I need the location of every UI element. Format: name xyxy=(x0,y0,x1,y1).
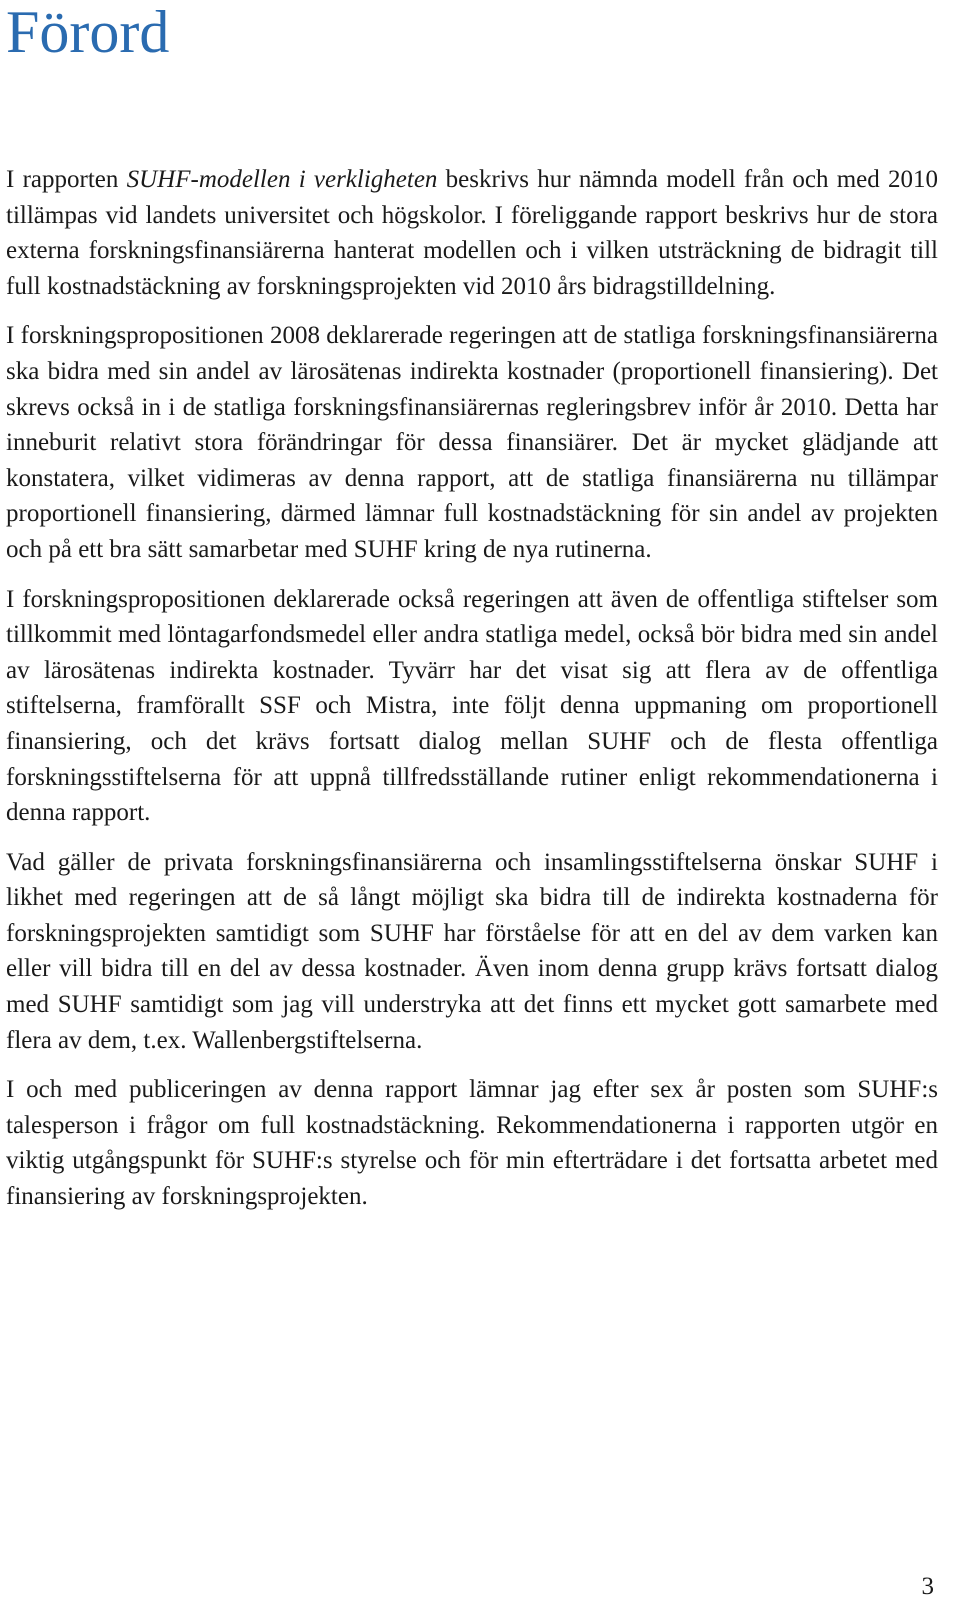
body-text xyxy=(6,162,938,1229)
paragraph xyxy=(6,162,938,304)
paragraph-lead: I rapporten xyxy=(6,166,127,193)
paragraph: I och med publiceringen av denna rapport lämnar jag efter sex år posten som SUHF:s talesperson i frågor om full kostnadstäckning. Rekommendationerna i rapporten utgör en viktig utgångspunkt för SUHF:s styrelse och för min efterträdare i det fortsatta arbetet med finansiering av forskningsprojekten. xyxy=(6,1076,938,1211)
report-title: SUHF-modellen i verkligheten xyxy=(126,166,438,193)
page-heading: Förord xyxy=(6,0,170,65)
paragraph: Vad gäller de privata forskningsfinansiärerna och insamlingsstiftelserna önskar SUHF i likhet med regeringen att de så långt möjligt ska bidra till de indirekta kostnaderna för forskningsprojekten samtidigt som SUHF har förståelse för att en del av dem varken kan eller vill bidra till en del av dessa kostnader. Även inom denna grupp krävs fortsatt dialog med SUHF samtidigt som jag vill understryka att det finns ett mycket gott samarbete med flera av dem, t.ex. Wallenbergstiftelserna. xyxy=(6,848,938,1054)
paragraph: I forskningspropositionen deklarerade också regeringen att även de offentliga stiftelser som tillkommit med löntagarfondsmedel eller andra statliga medel, också bör bidra med sin andel av lärosätenas indirekta kostnader. Tyvärr har det visat sig att flera av de offentliga stiftelserna, framförallt SSF och Mistra, inte följt denna uppmaning om proportionell finansiering, och det krävs fortsatt dialog mellan SUHF och de flesta offentliga forskningsstiftelserna för att uppnå tillfredsställande rutiner enligt rekommendationerna i denna rapport. xyxy=(6,585,938,827)
page-number: 3 xyxy=(921,1573,934,1600)
paragraph-rest: beskrivs hur nämnda modell från och med 2010 tillämpas vid landets universitet och högskolor. I föreliggande rapport beskrivs hur de stora externa forskningsfinansiärerna hanterat modellen och i vilken utsträckning de bidragit till full kostnadstäckning av forskningsprojekten vid 2010 års bidragstilldelning. xyxy=(6,166,938,300)
paragraph: I forskningspropositionen 2008 deklarerade regeringen att de statliga forskningsfinansiärerna ska bidra med sin andel av lärosätenas indirekta kostnader (proportionell finansiering). Det skrevs också in i de statliga forskningsfinansiärernas regleringsbrev inför år 2010. Detta har inneburit relativt stora förändringar för dessa finansiärer. Det är mycket glädjande att konstatera, vilket vidimeras av denna rapport, att de statliga finansiärerna nu tillämpar proportionell finansiering, därmed lämnar full kostnadstäckning för sin andel av projekten och på ett bra sätt samarbetar med SUHF kring de nya rutinerna. xyxy=(6,322,938,563)
